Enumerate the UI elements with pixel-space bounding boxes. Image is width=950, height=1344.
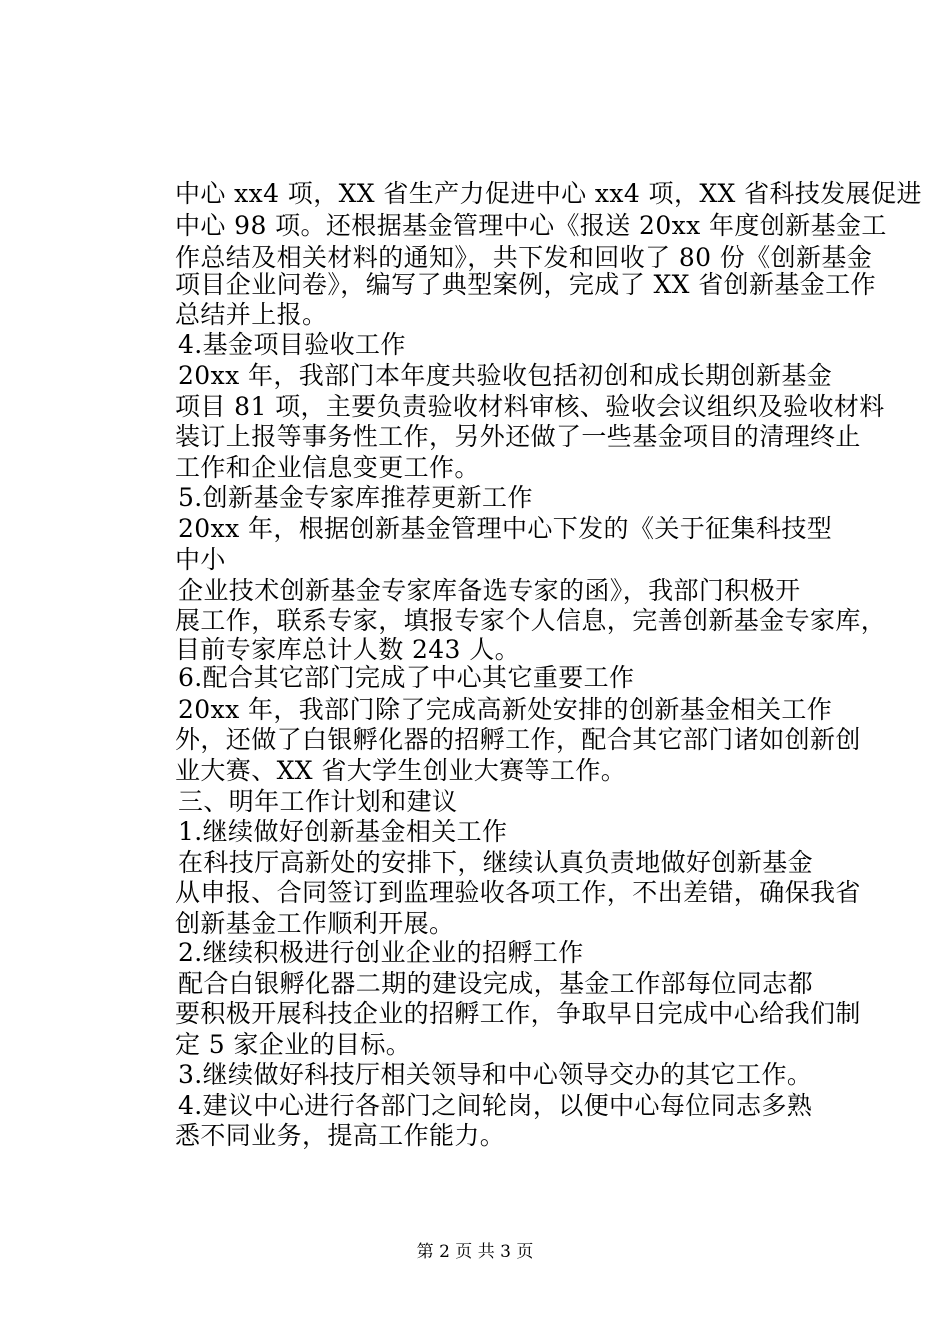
body-line: 在科技厅高新处的安排下，继续认真负责地做好创新基金 [178,848,814,877]
body-line: 配合白银孵化器二期的建设完成，基金工作部每位同志都 [178,969,814,998]
body-line: 中心 98 项。还根据基金管理中心《报送 20xx 年度创新基金工 [175,211,887,240]
section-heading: 5.创新基金专家库推荐更新工作 [178,483,533,512]
body-line: 企业技术创新基金专家库备选专家的函》，我部门积极开 [178,576,801,605]
body-line: 20xx 年，我部门本年度共验收包括初创和成长期创新基金 [178,361,833,390]
body-line: 目前专家库总计人数 243 人。 [175,635,521,664]
body-line: 业大赛、XX 省大学生创业大赛等工作。 [175,756,627,785]
body-line: 定 5 家企业的目标。 [175,1030,412,1059]
body-line: 外，还做了白银孵化器的招孵工作，配合其它部门诸如创新创 [175,725,861,754]
body-line: 项目 81 项，主要负责验收材料审核、验收会议组织及验收材料 [175,392,885,421]
section-heading: 6.配合其它部门完成了中心其它重要工作 [178,663,635,692]
section-heading: 4.基金项目验收工作 [178,330,406,359]
body-line: 20xx 年，根据创新基金管理中心下发的《关于征集科技型 [178,514,833,543]
body-line: 作总结及相关材料的通知》，共下发和回收了 80 份《创新基金 [175,243,873,272]
body-line: 中心 xx4 项，XX 省生产力促进中心 xx4 项，XX 省科技发展促进 [175,179,922,208]
page-footer: 第 2 页 共 3 页 [416,1242,534,1262]
body-line: 从申报、合同签订到监理验收各项工作，不出差错，确保我省 [175,878,861,907]
body-line: 展工作，联系专家，填报专家个人信息，完善创新基金专家库， [175,606,887,635]
section-heading: 1.继续做好创新基金相关工作 [178,817,508,846]
section-heading: 3.继续做好科技厅相关领导和中心领导交办的其它工作。 [178,1060,813,1089]
body-line: 4.建议中心进行各部门之间轮岗，以便中心每位同志多熟 [178,1091,813,1120]
section-heading: 三、明年工作计划和建议 [178,787,458,816]
body-line: 装订上报等事务性工作，另外还做了一些基金项目的清理终止 [175,422,861,451]
body-line: 中小 [175,545,226,574]
section-heading: 2.继续积极进行创业企业的招孵工作 [178,938,584,967]
body-line: 创新基金工作顺利开展。 [175,909,455,938]
body-line: 工作和企业信息变更工作。 [175,453,480,482]
body-line: 总结并上报。 [175,300,328,329]
body-line: 20xx 年，我部门除了完成高新处安排的创新基金相关工作 [178,695,833,724]
body-line: 项目企业问卷》，编写了典型案例，完成了 XX 省创新基金工作 [175,270,876,299]
body-line: 悉不同业务，提高工作能力。 [175,1121,506,1150]
body-line: 要积极开展科技企业的招孵工作，争取早日完成中心给我们制 [175,999,861,1028]
